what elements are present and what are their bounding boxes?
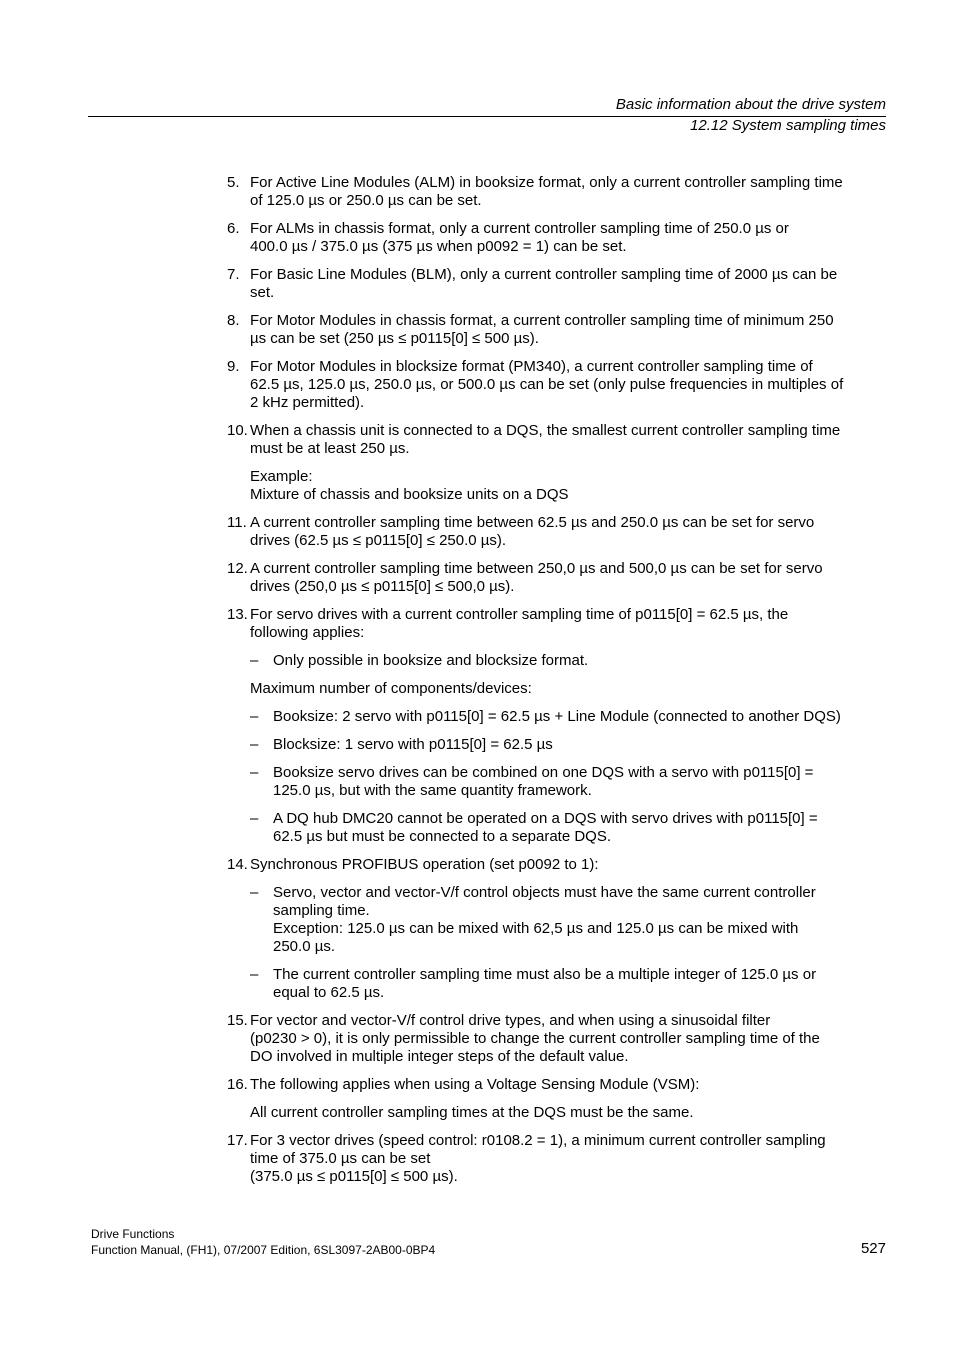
dash-text: Exception: 125.0 µs can be mixed with 62,5 µs and 125.0 µs can be mixed with (273, 920, 799, 937)
list-item-17 (227, 1132, 887, 1186)
item-text: time of 375.0 µs can be set (250, 1150, 431, 1167)
numbered-list (227, 174, 887, 1196)
dash-bullet: – (250, 764, 259, 781)
sub-paragraph (250, 680, 887, 698)
paragraph-text: Mixture of chassis and booksize units on a DQS (250, 486, 569, 503)
list-item-15 (227, 1012, 887, 1066)
item-text: 400.0 µs / 375.0 µs (375 µs when p0092 = 1) can be set. (250, 238, 627, 255)
example-paragraph (250, 468, 887, 504)
list-item-9 (227, 358, 887, 412)
item-number: 16. (227, 1076, 248, 1093)
item-number: 8. (227, 312, 240, 329)
item-text: For Motor Modules in chassis format, a current controller sampling time of minimum 250 (250, 312, 834, 329)
page-number: 527 (860, 1240, 886, 1257)
item-number: 12. (227, 560, 248, 577)
paragraph-text: All current controller sampling times at the DQS must be the same. (250, 1104, 694, 1121)
item-text: A current controller sampling time between 62.5 µs and 250.0 µs can be set for servo (250, 514, 815, 531)
list-item-6 (227, 220, 887, 256)
list-item-14 (227, 856, 887, 1002)
item-number: 10. (227, 422, 248, 439)
dash-text: Booksize: 2 servo with p0115[0] = 62.5 µs + Line Module (connected to another DQS) (273, 708, 841, 725)
dash-text: 125.0 µs, but with the same quantity framework. (273, 782, 592, 799)
dash-item (250, 736, 887, 754)
item-text: set. (250, 284, 275, 301)
sub-paragraph (250, 1104, 887, 1122)
item-text: When a chassis unit is connected to a DQS, the smallest current controller sampling time (250, 422, 841, 439)
dash-bullet: – (250, 810, 259, 827)
dash-text: The current controller sampling time must also be a multiple integer of 125.0 µs or (273, 966, 817, 983)
item-text: For 3 vector drives (speed control: r0108.2 = 1), a minimum current controller sampling (250, 1132, 826, 1149)
item-text: Synchronous PROFIBUS operation (set p0092 to 1): (250, 856, 599, 873)
item-number: 11. (227, 514, 247, 531)
item-text: (p0230 > 0), it is only permissible to change the current controller sampling time of the (250, 1030, 820, 1047)
item-text: following applies: (250, 624, 365, 641)
item-text: drives (62.5 µs ≤ p0115[0] ≤ 250.0 µs). (250, 532, 507, 549)
dash-text: A DQ hub DMC20 cannot be operated on a DQS with servo drives with p0115[0] = (273, 810, 818, 827)
item-text: For Motor Modules in blocksize format (PM340), a current controller sampling time of (250, 358, 813, 375)
list-item-10 (227, 422, 887, 504)
list-item-16 (227, 1076, 887, 1122)
item-number: 13. (227, 606, 248, 623)
dash-text: 250.0 µs. (273, 938, 336, 955)
item-text: For vector and vector-V/f control drive types, and when using a sinusoidal filter (250, 1012, 771, 1029)
paragraph-text: Maximum number of components/devices: (250, 680, 532, 697)
dash-item (250, 966, 887, 1002)
dash-bullet: – (250, 736, 259, 753)
item-number: 14. (227, 856, 248, 873)
item-number: 7. (227, 266, 240, 283)
dash-bullet: – (250, 966, 259, 983)
list-item-12 (227, 560, 887, 596)
dash-text: Only possible in booksize and blocksize format. (273, 652, 589, 669)
item-number: 5. (227, 174, 240, 191)
dash-text: 62.5 µs but must be connected to a separate DQS. (273, 828, 612, 845)
paragraph-text: Example: (250, 468, 313, 485)
item-number: 9. (227, 358, 240, 375)
list-item-11 (227, 514, 887, 550)
footer-title: Drive Functions (91, 1227, 175, 1241)
list-item-8 (227, 312, 887, 348)
dash-bullet: – (250, 708, 259, 725)
page-footer (91, 1226, 435, 1258)
item-text: A current controller sampling time between 250,0 µs and 500,0 µs can be set for servo (250, 560, 823, 577)
dash-text: equal to 62.5 µs. (273, 984, 385, 1001)
list-item-7 (227, 266, 887, 302)
list-item-5 (227, 174, 887, 210)
dash-item (250, 708, 887, 726)
item-text: The following applies when using a Voltage Sensing Module (VSM): (250, 1076, 700, 1093)
dash-text: Blocksize: 1 servo with p0115[0] = 62.5 µs (273, 736, 553, 753)
item-number: 15. (227, 1012, 248, 1029)
item-number: 6. (227, 220, 240, 237)
dash-item (250, 810, 887, 846)
item-text: µs can be set (250 µs ≤ p0115[0] ≤ 500 µs). (250, 330, 539, 347)
item-text: For Basic Line Modules (BLM), only a current controller sampling time of 2000 µs can be (250, 266, 838, 283)
dash-item (250, 884, 887, 956)
item-text: For Active Line Modules (ALM) in booksize format, only a current controller sampling time (250, 174, 843, 191)
item-text: 62.5 µs, 125.0 µs, 250.0 µs, or 500.0 µs can be set (only pulse frequencies in multiples of (250, 376, 844, 393)
dash-item (250, 652, 887, 670)
dash-text: Servo, vector and vector-V/f control objects must have the same current controller (273, 884, 816, 901)
item-text: drives (250,0 µs ≤ p0115[0] ≤ 500,0 µs). (250, 578, 515, 595)
header-chapter: Basic information about the drive system (615, 96, 886, 113)
item-text: must be at least 250 µs. (250, 440, 410, 457)
running-header (616, 94, 886, 136)
dash-bullet: – (250, 652, 259, 669)
dash-item (250, 764, 887, 800)
item-text: For ALMs in chassis format, only a current controller sampling time of 250.0 µs or (250, 220, 789, 237)
item-text: For servo drives with a current controller sampling time of p0115[0] = 62.5 µs, the (250, 606, 789, 623)
header-section: 12.12 System sampling times (690, 117, 886, 134)
dash-text: Booksize servo drives can be combined on one DQS with a servo with p0115[0] = (273, 764, 814, 781)
item-text: of 125.0 µs or 250.0 µs can be set. (250, 192, 482, 209)
dash-text: sampling time. (273, 902, 370, 919)
item-number: 17. (227, 1132, 248, 1149)
list-item-13 (227, 606, 887, 846)
item-text: (375.0 µs ≤ p0115[0] ≤ 500 µs). (250, 1168, 458, 1185)
footer-edition: Function Manual, (FH1), 07/2007 Edition, 6SL3097-2AB00-0BP4 (91, 1243, 436, 1257)
header-rule (88, 116, 886, 117)
item-text: DO involved in multiple integer steps of the default value. (250, 1048, 629, 1065)
item-text: 2 kHz permitted). (250, 394, 365, 411)
dash-bullet: – (250, 884, 259, 901)
